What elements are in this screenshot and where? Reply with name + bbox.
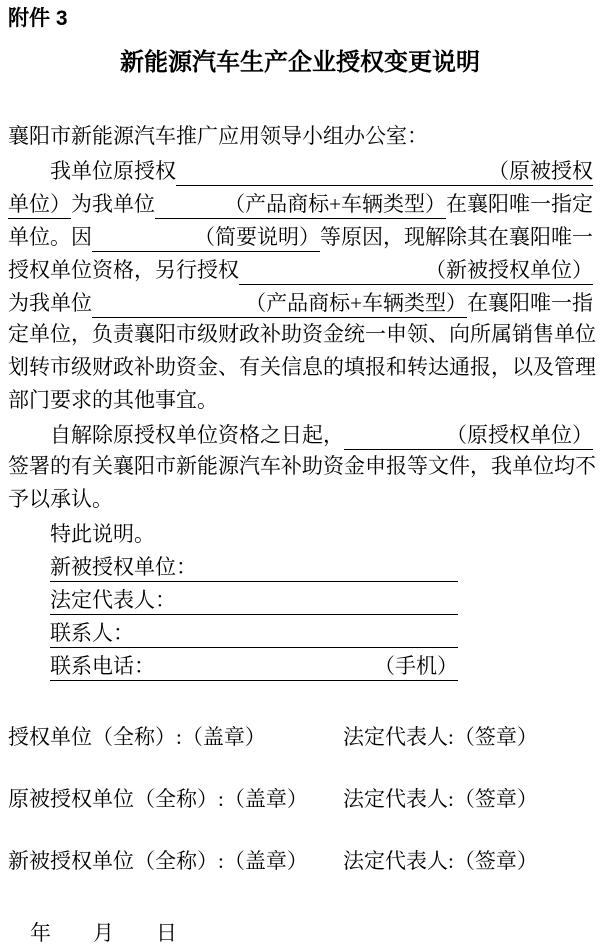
p1-l5-tail: 在襄阳唯一指 — [467, 291, 593, 315]
paragraph1-line3 — [8, 219, 593, 252]
signature-right-label: 法定代表人:（签章） — [343, 787, 538, 811]
p1-l4-text: 授权单位资格，另行授权 — [8, 258, 239, 282]
signature-row-new-authorized-unit — [8, 850, 593, 872]
p1-l2-continuation: 单位） — [8, 194, 71, 219]
blank-underline-field-contact — [134, 647, 458, 648]
signature-left-label: 原被授权单位（全称）:（盖章） — [8, 787, 308, 811]
signature-left-label: 新被授权单位（全称）:（盖章） — [8, 849, 308, 873]
field-label-contact: 联系人： — [50, 623, 134, 648]
document-body — [8, 120, 596, 681]
salutation-line — [8, 120, 593, 153]
signature-section — [8, 726, 593, 912]
paragraph1-line5 — [8, 285, 593, 318]
field-label-phone: 联系电话： — [50, 656, 155, 681]
field-label-new-unit: 新被授权单位： — [50, 557, 197, 582]
attachment-label: 附件 3 — [8, 7, 68, 30]
salutation-text: 襄阳市新能源汽车推广应用领导小组办公室： — [8, 124, 428, 148]
blank-underline-field-legal-rep — [176, 614, 458, 615]
field-phone-suffix: （手机） — [374, 656, 458, 681]
blank-underline-field-phone — [155, 680, 374, 681]
p1-l3-text: 单位。因 — [8, 225, 92, 249]
blank-underline-new-unit — [239, 284, 425, 285]
p1-l4-hint: （新被授权单位） — [425, 260, 593, 285]
p1-l2-text: 为我单位 — [71, 192, 155, 216]
paragraph2-line2: 签署的有关襄阳市新能源汽车补助资金申报等文件，我单位均不 — [8, 454, 596, 478]
paragraph1-line6: 定单位，负责襄阳市级财政补助资金统一申领、向所属销售单位 — [8, 322, 596, 346]
date-line: 年 月 日 — [30, 921, 177, 945]
blank-underline-brand-type — [155, 218, 224, 219]
blank-underline-field-new-unit — [197, 581, 458, 582]
closing-text: 特此说明。 — [50, 522, 155, 546]
paragraph1-line4 — [8, 252, 593, 285]
paragraph1-line7: 划转市级财政补助资金、有关信息的填报和转达通报，以及管理 — [8, 355, 596, 379]
paragraph1-line1 — [8, 153, 593, 186]
closing-line — [8, 516, 593, 549]
signature-row-former-authorized-unit — [8, 788, 593, 810]
field-contact-person — [8, 615, 458, 648]
blank-underline-reason — [92, 251, 194, 252]
field-new-authorized-unit — [8, 549, 458, 582]
p1-l5-text: 为我单位 — [8, 291, 92, 315]
signature-row-authorizing-unit — [8, 726, 593, 748]
p1-l2-hint: （产品商标+车辆类型） — [224, 194, 446, 219]
document-title: 新能源汽车生产企业授权变更说明 — [120, 49, 480, 76]
p2-l1-hint: （原授权单位） — [446, 425, 593, 450]
p1-l2-tail: 在襄阳唯一指定 — [446, 192, 593, 216]
paragraph1-line2 — [8, 186, 593, 219]
blank-underline-original-unit — [176, 185, 488, 186]
paragraph2-line1 — [8, 417, 593, 450]
p1-l3-hint: （简要说明） — [194, 227, 320, 252]
field-legal-representative — [8, 582, 458, 615]
p1-l1-text: 我单位原授权 — [50, 159, 176, 183]
p1-l3-tail: 等原因，现解除其在襄阳唯一 — [320, 225, 593, 249]
p1-l1-hint: （原被授权 — [488, 161, 593, 186]
signature-left-label: 授权单位（全称）:（盖章） — [8, 725, 266, 749]
signature-right-label: 法定代表人:（签章） — [343, 725, 538, 749]
p1-l5-hint: （产品商标+车辆类型） — [245, 293, 467, 318]
signature-right-label: 法定代表人:（签章） — [343, 849, 538, 873]
p2-l1-text: 自解除原授权单位资格之日起， — [50, 423, 344, 447]
field-contact-phone — [8, 648, 458, 681]
paragraph2-line3: 予以承认。 — [8, 487, 113, 511]
field-label-legal-rep: 法定代表人： — [50, 590, 176, 615]
paragraph1-line8: 部门要求的其他事宜。 — [8, 388, 218, 412]
